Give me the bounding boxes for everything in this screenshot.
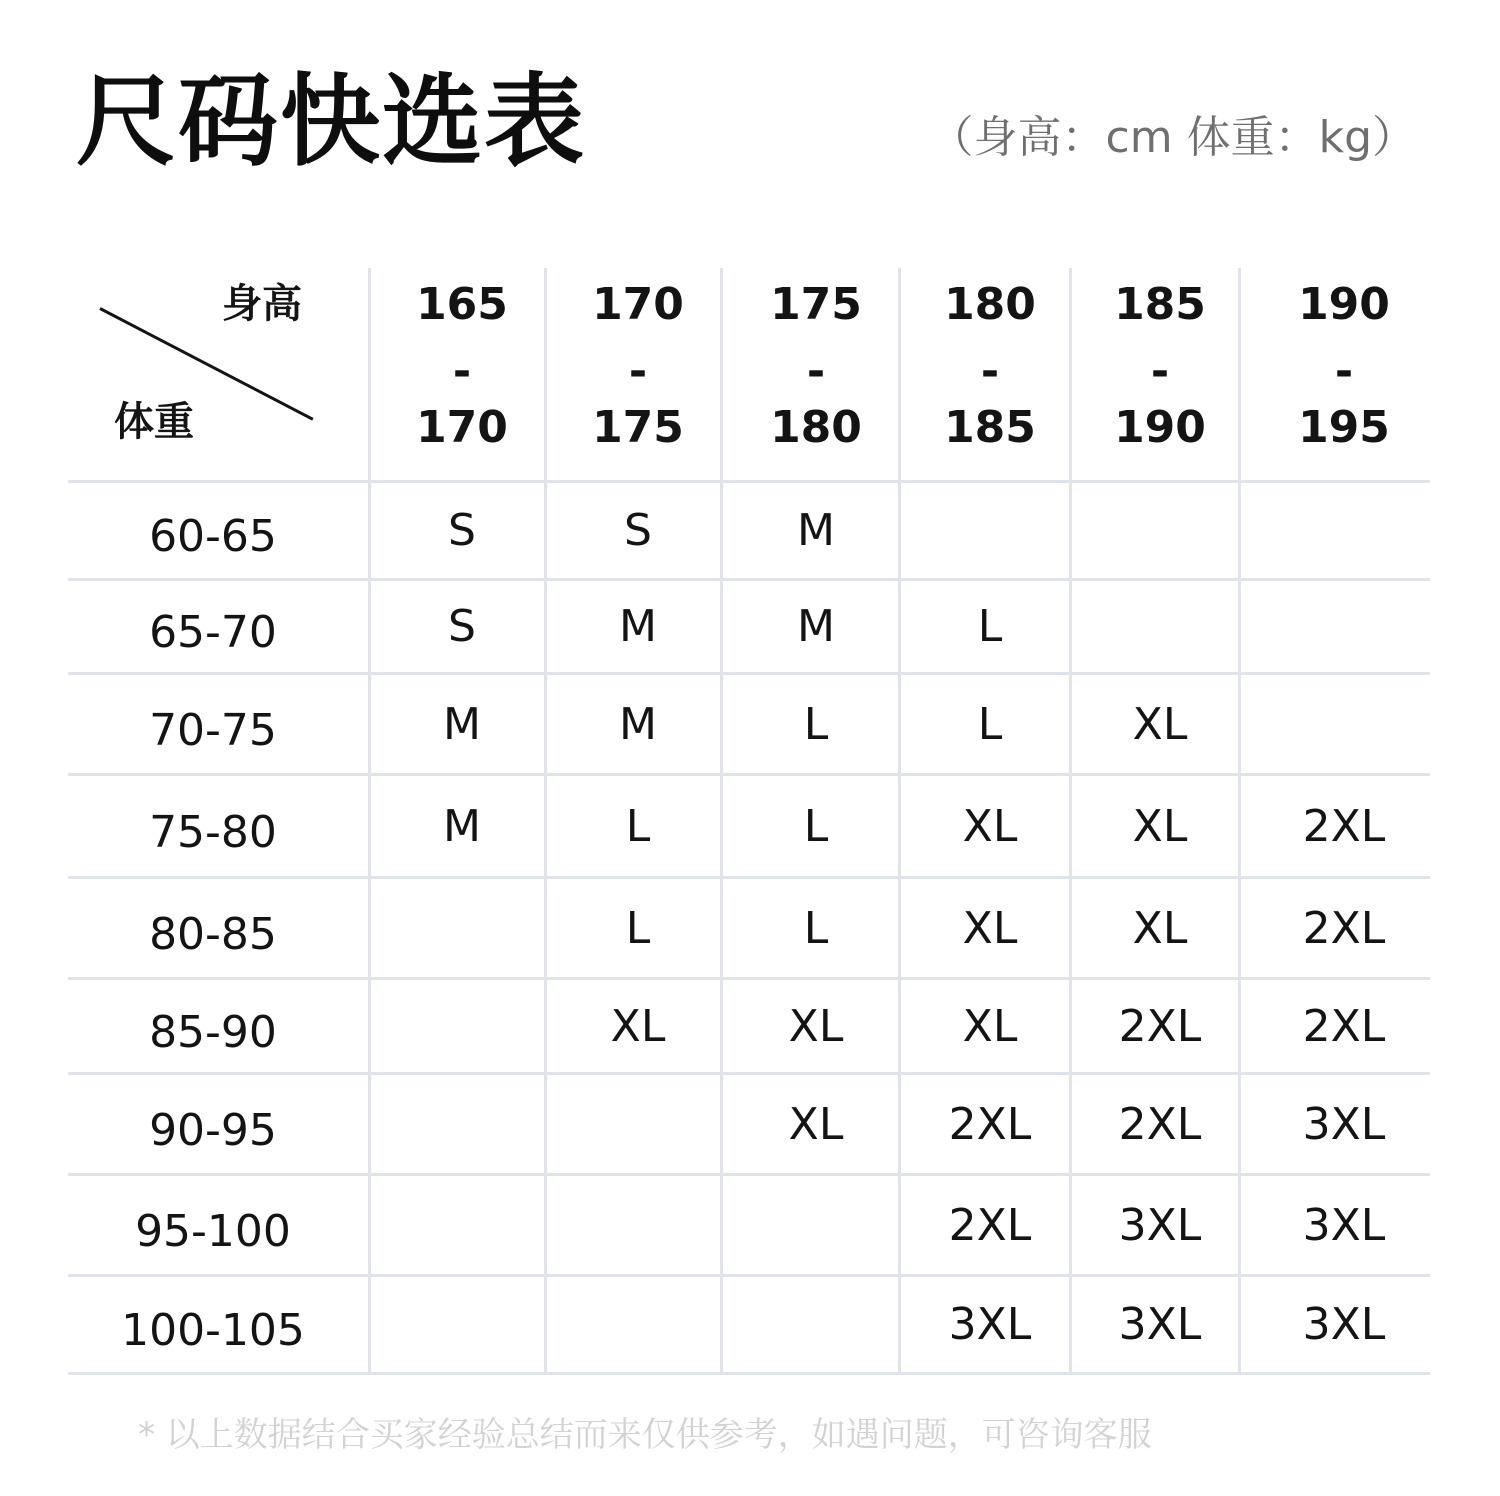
height-header-from: 190 [1298,279,1390,330]
column-divider [544,268,547,1372]
height-header-to: 170 [416,402,508,453]
size-cell: L [803,699,829,750]
corner-height-label: 身高 [222,281,302,327]
row-divider [68,578,1430,581]
height-header-sep: - [806,346,826,397]
size-cell: L [977,601,1003,652]
size-cell: 3XL [1118,1200,1202,1251]
height-header-to: 175 [592,402,684,453]
size-cell: L [625,903,651,954]
size-cell: L [977,699,1003,750]
row-divider [68,1274,1430,1277]
row-divider [68,876,1430,879]
height-header-from: 175 [770,279,862,330]
size-cell: 2XL [1118,1099,1202,1150]
weight-row-label: 100-105 [121,1305,305,1356]
height-header-from: 185 [1114,279,1206,330]
size-cell: 2XL [1302,1001,1386,1052]
column-divider [898,268,901,1372]
size-cell: M [619,601,657,652]
footer-note: * 以上数据结合买家经验总结而来仅供参考，如遇问题，可咨询客服 [138,1415,1152,1455]
size-cell: XL [788,1001,844,1052]
corner-weight-label: 体重 [114,399,194,445]
weight-row-label: 85-90 [149,1007,277,1058]
size-cell: 3XL [1302,1299,1386,1350]
height-header-sep: - [980,346,1000,397]
height-header-sep: - [452,346,472,397]
size-cell: XL [962,903,1018,954]
size-cell: 2XL [948,1200,1032,1251]
size-cell: M [797,601,835,652]
row-divider [68,672,1430,675]
size-cell: M [797,505,835,556]
size-cell: 2XL [1118,1001,1202,1052]
column-divider [1238,268,1241,1372]
size-cell: S [448,601,476,652]
size-cell: S [448,505,476,556]
row-divider [68,977,1430,980]
column-divider [720,268,723,1372]
weight-row-label: 80-85 [149,909,277,960]
row-divider [68,480,1430,483]
height-header-from: 170 [592,279,684,330]
size-cell: XL [1132,801,1188,852]
column-divider [368,268,371,1372]
size-cell: XL [1132,903,1188,954]
row-divider [68,1072,1430,1075]
weight-row-label: 65-70 [149,607,277,658]
height-header-to: 185 [944,402,1036,453]
row-divider [68,1173,1430,1176]
height-header-to: 180 [770,402,862,453]
size-cell: L [625,801,651,852]
height-header-from: 180 [944,279,1036,330]
height-header-sep: - [628,346,648,397]
size-cell: L [803,801,829,852]
row-divider [68,773,1430,776]
size-cell: 3XL [1118,1299,1202,1350]
size-cell: XL [610,1001,666,1052]
weight-row-label: 60-65 [149,511,277,562]
size-cell: M [443,699,481,750]
size-cell: 2XL [1302,903,1386,954]
size-cell: XL [962,801,1018,852]
height-header-to: 195 [1298,402,1390,453]
height-header-sep: - [1150,346,1170,397]
size-cell: S [624,505,652,556]
weight-row-label: 95-100 [135,1206,291,1257]
size-cell: 3XL [948,1299,1032,1350]
height-header-from: 165 [416,279,508,330]
size-cell: M [619,699,657,750]
size-cell: 3XL [1302,1099,1386,1150]
size-cell: XL [788,1099,844,1150]
weight-row-label: 75-80 [149,807,277,858]
weight-row-label: 70-75 [149,705,277,756]
size-cell: XL [962,1001,1018,1052]
page-title: 尺码快选表 [76,63,586,180]
height-header-to: 190 [1114,402,1206,453]
column-divider [1069,268,1072,1372]
height-header-sep: - [1334,346,1354,397]
size-cell: L [803,903,829,954]
size-cell: 3XL [1302,1200,1386,1251]
unit-note: （身高：cm 体重：kg） [929,112,1416,163]
size-cell: 2XL [1302,801,1386,852]
size-cell: M [443,801,481,852]
size-cell: XL [1132,699,1188,750]
row-divider [68,1372,1430,1375]
size-cell: 2XL [948,1099,1032,1150]
weight-row-label: 90-95 [149,1105,277,1156]
